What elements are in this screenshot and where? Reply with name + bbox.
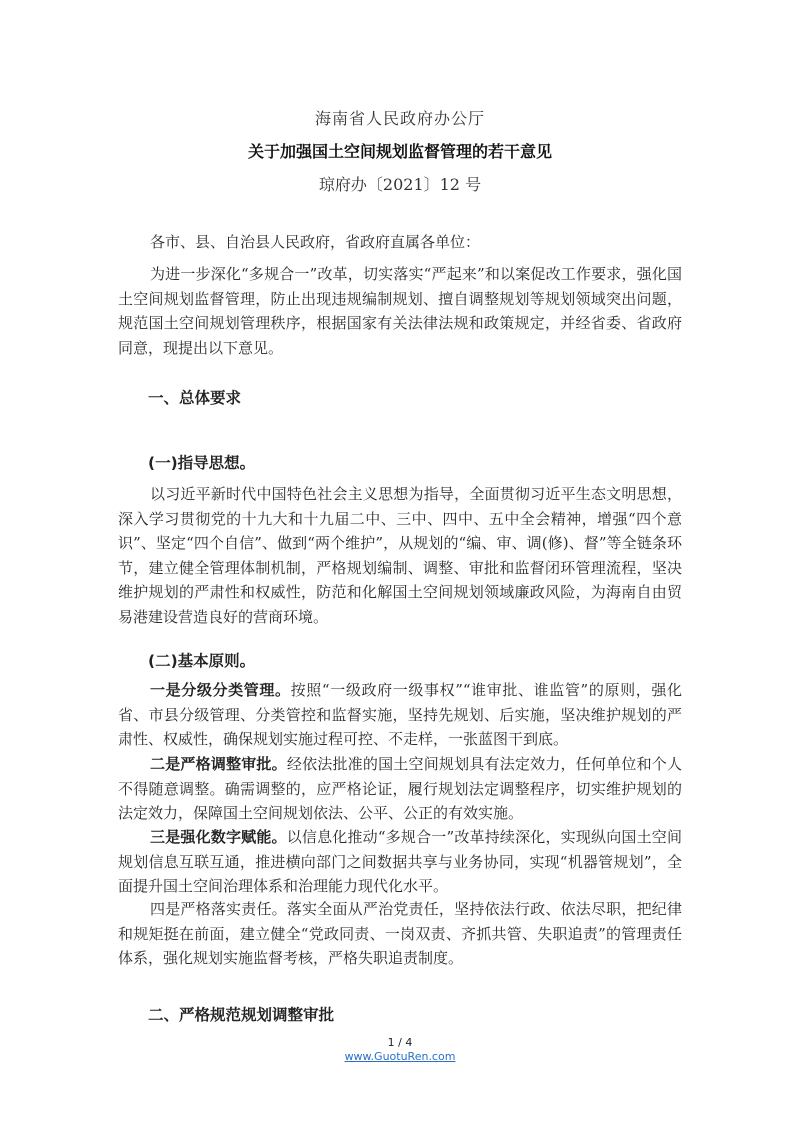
- intro-block: [118, 262, 682, 360]
- subsection-heading-guiding: (一)指导思想。: [148, 454, 256, 472]
- section-heading-2: 二、严格规范规划调整审批: [148, 1006, 335, 1024]
- principle-3: [118, 825, 682, 899]
- guiding-thought-block: [118, 482, 682, 629]
- principle-text: 四是严格落实责任。落实全面从严治党责任，坚持依法行政、依法尽职，把纪律和规矩挺在前面，建立健全“党政同责、一岗双责、齐抓共管、失职追责”的管理责任体系，强化规划实施监督考核，严格失职追责制度。: [118, 900, 682, 967]
- page-indicator: 1 / 4: [387, 1036, 413, 1049]
- principle-text: 经依法批准的国土空间规划具有法定效力，任何单位和个人不得随意调整。确需调整的，应严格论证，履行规划法定调整程序，切实维护规划的法定效力，保障国土空间规划依法、公平、公正的有效实施。: [118, 755, 682, 822]
- principle-lead: 二是严格调整审批。: [150, 755, 287, 773]
- guiding-thought-paragraph: 以习近平新时代中国特色社会主义思想为指导，全面贯彻习近平生态文明思想，深入学习贯彻党的十九大和十九届二中、三中、四中、五中全会精神，增强“四个意识”、坚定“四个自信”、做到“两个维护”，从规划的“编、审、调(修)、督”等全链条环节，建立健全管理体制机制，严格规划编制、调整、审批和监督闭环管理流程，坚决维护规划的严肃性和权威性，防范和化解国土空间规划领域廉政风险，为海南自由贸易港建设营造良好的营商环境。: [118, 485, 682, 626]
- issuer: 海南省人民政府办公厅: [314, 109, 485, 128]
- principle-2: [118, 752, 682, 826]
- subsection-heading-principles: (二)基本原则。: [148, 652, 256, 670]
- principle-lead: 三是强化数字赋能。: [150, 828, 287, 846]
- salutation-block: [118, 230, 682, 255]
- salutation: 各市、县、自治县人民政府，省政府直属各单位：: [150, 233, 481, 251]
- intro-paragraph: 为进一步深化“多规合一”改革，切实落实“严起来”和以案促改工作要求，强化国土空间规划监督管理，防止出现违规编制规划、擅自调整规划等规划领域突出问题，规范国土空间规划管理秩序，根据国家有关法律法规和政策规定，并经省委、省政府同意，现提出以下意见。: [118, 265, 682, 357]
- principle-lead: 一是分级分类管理。: [150, 681, 291, 699]
- document-title: 关于加强国土空间规划监督管理的若干意见: [247, 142, 552, 161]
- section-heading-1: 一、总体要求: [148, 389, 242, 407]
- document-number: 琼府办〔2021〕12 号: [318, 175, 482, 194]
- website-link[interactable]: www.GuotuRen.com: [344, 1050, 456, 1063]
- principle-1: [118, 678, 682, 752]
- principle-text: 以信息化推动“多规合一”改革持续深化，实现纵向国土空间规划信息互联互通，推进横向部门之间数据共享与业务协同，实现“机器管规划”，全面提升国土空间治理体系和治理能力现代化水平。: [118, 828, 682, 895]
- principle-4: [118, 897, 682, 971]
- principle-text: 按照“一级政府一级事权”“谁审批、谁监管”的原则，强化省、市县分级管理、分类管控和监督实施，坚持先规划、后实施，坚决维护规划的严肃性、权威性，确保规划实施过程可控、不走样，一张蓝图干到底。: [118, 681, 682, 748]
